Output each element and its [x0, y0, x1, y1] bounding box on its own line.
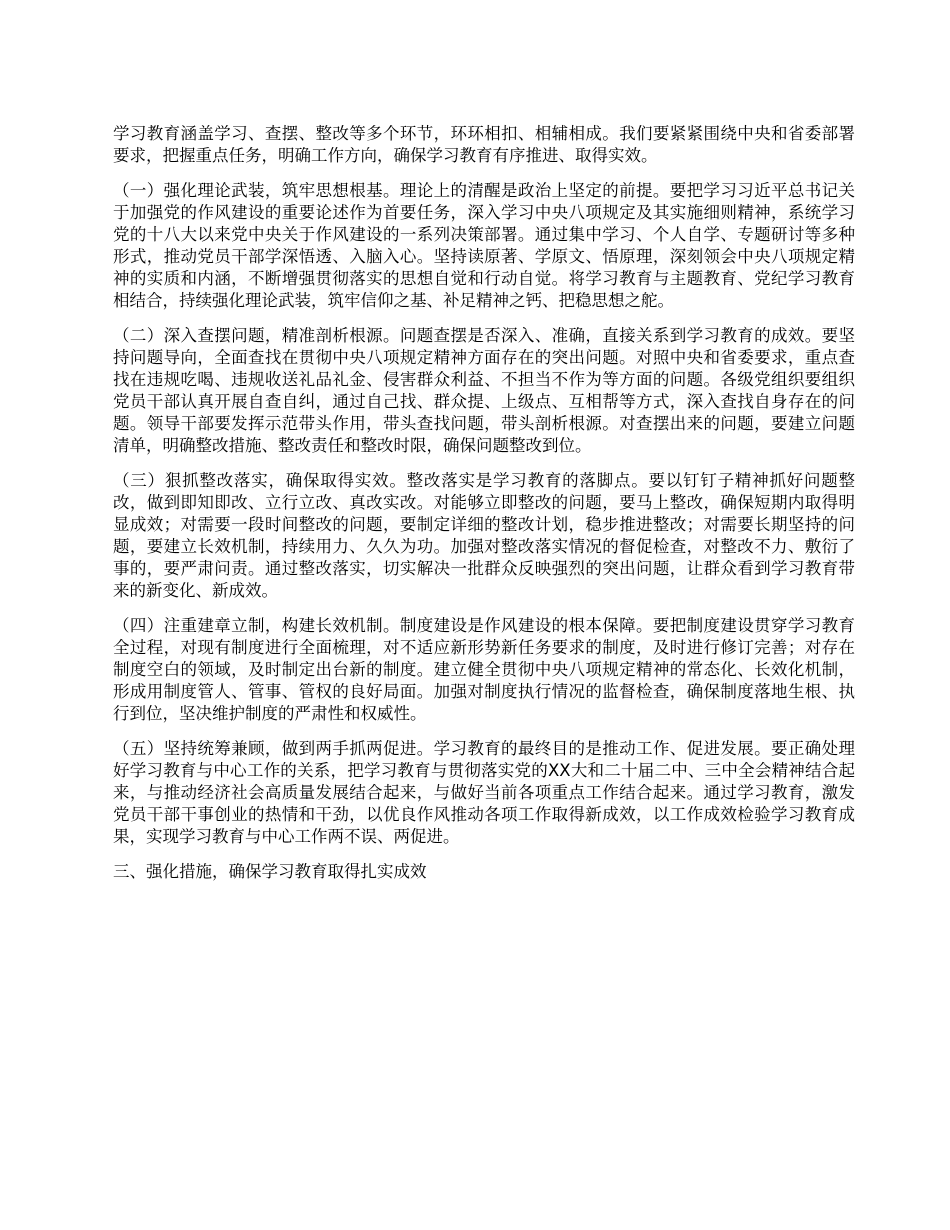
- paragraph-section-5: （五）坚持统筹兼顾，做到两手抓两促进。学习教育的最终目的是推动工作、促进发展。要正确处理好学习教育与中心工作的关系，把学习教育与贯彻落实党的XX大和二十届二中、三中全会精神结合起来，与推动经济社会高质量发展结合起来，与做好当前各项重点工作结合起来。通过学习教育，激发党员干部干事创业的热情和干劲，以优良作风推动各项工作取得新成效，以工作成效检验学习教育成果，实现学习教育与中心工作两不误、两促进。: [113, 739, 855, 846]
- paragraph-section-1: （一）强化理论武装，筑牢思想根基。理论上的清醒是政治上坚定的前提。要把学习习近平总书记关于加强党的作风建设的重要论述作为首要任务，深入学习中央八项规定及其实施细则精神，系统学习党的十八大以来党中央关于作风建设的一系列决策部署。通过集中学习、个人自学、专题研讨等多种形式，推动党员干部学深悟透、入脑入心。坚持读原著、学原文、悟原理，深刻领会中央八项规定精神的实质和内涵，不断增强贯彻落实的思想自觉和行动自觉。将学习教育与主题教育、党纪学习教育相结合，持续强化理论武装，筑牢信仰之基、补足精神之钙、把稳思想之舵。: [113, 181, 855, 310]
- document-page: [113, 123, 855, 883]
- paragraph-section-4: （四）注重建章立制，构建长效机制。制度建设是作风建设的根本保障。要把制度建设贯穿学习教育全过程，对现有制度进行全面梳理，对不适应新形势新任务要求的制度，及时进行修订完善；对存在制度空白的领域，及时制定出台新的制度。建立健全贯彻中央八项规定精神的常态化、长效化机制，形成用制度管人、管事、管权的良好局面。加强对制度执行情况的监督检查，确保制度落地生根、执行到位，坚决维护制度的严肃性和权威性。: [113, 616, 855, 723]
- paragraph-intro: 学习教育涵盖学习、查摆、整改等多个环节，环环相扣、相辅相成。我们要紧紧围绕中央和省委部署要求，把握重点任务，明确工作方向，确保学习教育有序推进、取得实效。: [113, 124, 855, 165]
- section-heading: 三、强化措施，确保学习教育取得扎实成效: [113, 862, 427, 881]
- paragraph-section-2: （二）深入查摆问题，精准剖析根源。问题查摆是否深入、准确，直接关系到学习教育的成效。要坚持问题导向，全面查找在贯彻中央八项规定精神方面存在的突出问题。对照中央和省委要求，重点查找在违规吃喝、违规收送礼品礼金、侵害群众利益、不担当不作为等方面的问题。各级党组织要组织党员干部认真开展自查自纠，通过自己找、群众提、上级点、互相帮等方式，深入查找自身存在的问题。领导干部要发挥示范带头作用，带头查找问题，带头剖析根源。对查摆出来的问题，要建立问题清单，明确整改措施、整改责任和整改时限，确保问题整改到位。: [113, 326, 855, 455]
- paragraph-section-3: （三）狠抓整改落实，确保取得实效。整改落实是学习教育的落脚点。要以钉钉子精神抓好问题整改，做到即知即改、立行立改、真改实改。对能够立即整改的问题，要马上整改，确保短期内取得明显成效；对需要一段时间整改的问题，要制定详细的整改计划，稳步推进整改；对需要长期坚持的问题，要建立长效机制，持续用力、久久为功。加强对整改落实情况的督促检查，对整改不力、敷衍了事的，要严肃问责。通过整改落实，切实解决一批群众反映强烈的突出问题，让群众看到学习教育带来的新变化、新成效。: [113, 471, 855, 600]
